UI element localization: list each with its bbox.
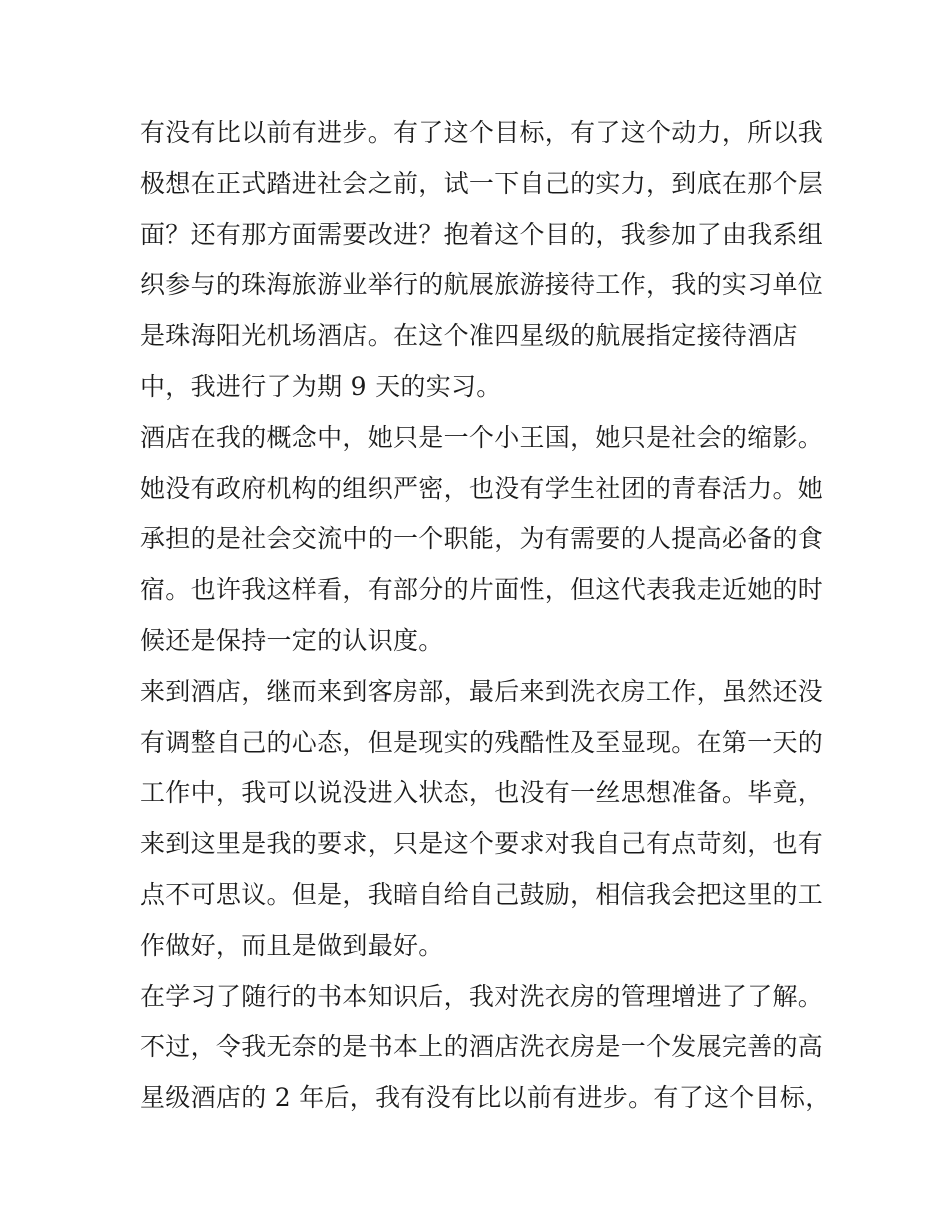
text-line: 她没有政府机构的组织严密，也没有学生社团的青春活力。她 — [140, 473, 824, 503]
text-line: 中，我进行了为期 9 天的实习。 — [140, 371, 502, 401]
text-line: 织参与的珠海旅游业举行的航展旅游接待工作，我的实习单位 — [140, 270, 824, 300]
text-line: 极想在正式踏进社会之前，试一下自己的实力，到底在那个层 — [140, 168, 824, 198]
text-line: 候还是保持一定的认识度。 — [140, 625, 444, 655]
text-line: 承担的是社会交流中的一个职能，为有需要的人提高必备的食 — [140, 524, 824, 554]
text-line: 有没有比以前有进步。有了这个目标，有了这个动力，所以我 — [140, 118, 824, 147]
text-line: 有调整自己的心态，但是现实的残酷性及至显现。在第一天的 — [140, 727, 824, 757]
text-line: 面？还有那方面需要改进？抱着这个目的，我参加了由我系组 — [140, 219, 824, 249]
text-line: 酒店在我的概念中，她只是一个小王国，她只是社会的缩影。 — [140, 422, 824, 452]
text-line: 点不可思议。但是，我暗自给自己鼓励，相信我会把这里的工 — [140, 879, 824, 909]
text-line: 宿。也许我这样看，有部分的片面性，但这代表我走近她的时 — [140, 575, 824, 605]
text-line: 是珠海阳光机场酒店。在这个准四星级的航展指定接待酒店 — [140, 321, 798, 351]
text-line: 作做好，而且是做到最好。 — [140, 930, 444, 960]
text-line: 来到这里是我的要求，只是这个要求对我自己有点苛刻，也有 — [140, 829, 824, 859]
text-line: 来到酒店，继而来到客房部，最后来到洗衣房工作，虽然还没 — [140, 676, 824, 706]
text-line: 在学习了随行的书本知识后，我对洗衣房的管理增进了了解。 — [140, 981, 824, 1011]
document-body — [140, 108, 831, 1124]
text-line: 工作中，我可以说没进入状态，也没有一丝思想准备。毕竟， — [140, 778, 824, 808]
text-line: 星级酒店的 2 年后，我有没有比以前有进步。有了这个目标， — [140, 1083, 831, 1113]
text-line: 不过，令我无奈的是书本上的酒店洗衣房是一个发展完善的高 — [140, 1032, 824, 1062]
